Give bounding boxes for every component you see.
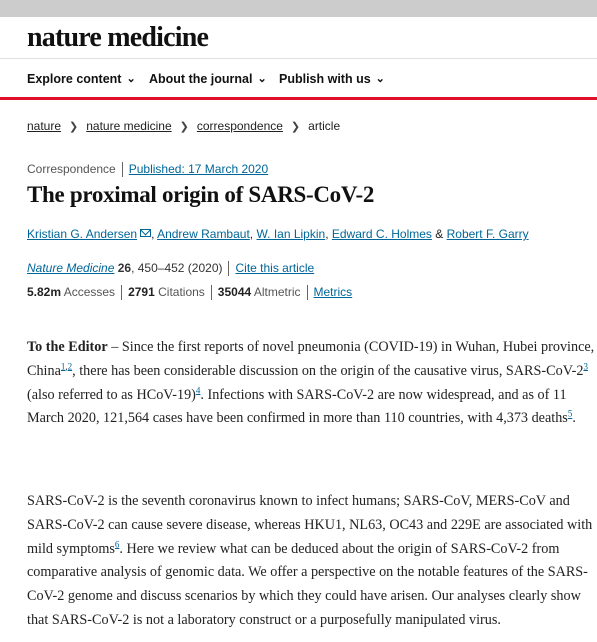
- author-link[interactable]: Edward C. Holmes: [331, 227, 432, 241]
- cite-article-link[interactable]: Cite this article: [235, 261, 315, 275]
- volume: 26: [117, 261, 132, 275]
- chevron-right-icon: ❯: [179, 121, 189, 133]
- author-link[interactable]: Kristian G. Andersen: [27, 227, 138, 241]
- chevron-down-icon: ⌄: [257, 73, 267, 85]
- main-nav: [0, 60, 597, 100]
- chevron-down-icon: ⌄: [126, 73, 136, 85]
- body-paragraph-2: SARS-CoV-2 is the seventh coronavirus known to infect humans; SARS-CoV, MERS-CoV and SARS-CoV-2 can cause severe disease, whereas HKU1, NL63, OC43 and 229E are associated with mild symptoms$^6$. Here we review what can be deduced about the origin of SARS-CoV-2 from comparative analysis of genomic data. We offer a perspective on the notable features of the SARS-CoV-2 genome and discuss scenarios by which they could have arisen. Our analyses clearly show that SARS-CoV-2 is not a laboratory construct or a purposefully manipulated virus.: [27, 493, 593, 628]
- nav-publish-with-us[interactable]: [279, 72, 385, 86]
- citation-info: [27, 261, 314, 276]
- divider: [122, 162, 123, 177]
- nav-item-label: Explore content: [27, 72, 122, 86]
- nav-about-journal[interactable]: [149, 72, 267, 86]
- author-list: Kristian G. Andersen , Andrew Rambaut, W. Ian Lipkin, Edward C. Holmes & Robert F. Garry: [27, 227, 529, 241]
- divider: [228, 261, 229, 276]
- mail-icon[interactable]: [140, 229, 151, 237]
- breadcrumb: [27, 119, 340, 133]
- browser-top-bar: [0, 0, 597, 17]
- nav-explore-content[interactable]: [27, 72, 136, 86]
- paragraph-lead: To the Editor: [27, 339, 108, 355]
- citations-label: Citations: [158, 285, 205, 299]
- metrics-link[interactable]: Metrics: [313, 285, 353, 299]
- author-link[interactable]: Andrew Rambaut: [157, 227, 250, 241]
- reference-link[interactable]: 3: [583, 361, 588, 372]
- chevron-right-icon: ❯: [69, 121, 79, 133]
- author-link[interactable]: Robert F. Garry: [446, 227, 529, 241]
- altmetric-label: Altmetric: [253, 285, 301, 299]
- divider: [307, 285, 308, 300]
- accesses-value: 5.82m: [27, 285, 62, 299]
- breadcrumb-nature-medicine[interactable]: nature medicine: [86, 119, 172, 133]
- citations-value: 2791: [128, 285, 155, 299]
- body-paragraph-1: To the Editor – Since the first reports of novel pneumonia (COVID-19) in Wuhan, Hubei province, China$^{1,2}$, there has been considerable discussion on the origin of the causative virus, SARS-$CoV-2^3$ (also referred to as HCoV-19)$^4$. Infections with SARS-CoV-2 are now widespread, and as of 11 March 2020, 121,564 cases have been confirmed in more than 110 countries, with 4,373 deaths$^5$.: [27, 339, 595, 427]
- breadcrumb-nature[interactable]: nature: [27, 119, 62, 133]
- reference-link[interactable]: 1: [60, 361, 66, 372]
- chevron-down-icon: ⌄: [375, 73, 385, 85]
- journal-logo[interactable]: nature medicine: [27, 22, 209, 53]
- reference-link[interactable]: 6: [114, 538, 120, 549]
- author-link[interactable]: W. Ian Lipkin: [256, 227, 326, 241]
- divider: [211, 285, 212, 300]
- site-header: [0, 17, 597, 59]
- journal-link[interactable]: Nature Medicine: [27, 261, 115, 275]
- pages-year: , 450–452 (2020): [131, 261, 223, 275]
- article-metrics: [27, 285, 352, 300]
- nav-item-label: Publish with us: [279, 72, 371, 86]
- published-date-link[interactable]: Published: 17 March 2020: [128, 162, 269, 176]
- reference-link[interactable]: 4: [195, 384, 201, 395]
- reference-link[interactable]: 5: [567, 408, 573, 419]
- article-type: Correspondence: [27, 162, 116, 176]
- article-title: The proximal origin of SARS-CoV-2: [27, 182, 375, 207]
- altmetric-value: 35044: [217, 285, 252, 299]
- nav-item-label: About the journal: [149, 72, 253, 86]
- article-meta: [27, 162, 268, 177]
- chevron-right-icon: ❯: [290, 121, 301, 133]
- breadcrumb-correspondence[interactable]: correspondence: [196, 119, 283, 133]
- breadcrumb-current: article: [308, 119, 341, 133]
- accesses-label: Accesses: [63, 285, 116, 299]
- divider: [121, 285, 122, 300]
- reference-link[interactable]: 2: [67, 361, 73, 372]
